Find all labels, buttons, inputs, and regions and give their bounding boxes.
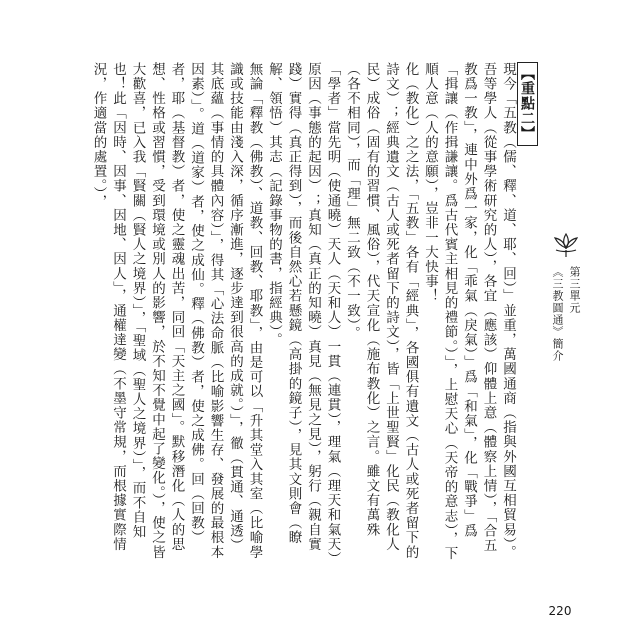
section-heading: 【重點二】	[517, 62, 538, 146]
section-title: 《三教圓通》簡介	[551, 266, 564, 362]
paragraph-4: 無論「釋教（佛教）、道教、回教、耶教」，由是可以「升其堂入其室（比喻學識或技能由淺入深，循序漸進，逐步達到很高的成就。）」，徹（貫通、通透）其底蘊（事情的具體內容）」，得其「心法命脈（比喻影響生存、發展的最根本因素）」。道（道家）者，使之成仙。釋（佛教）者，使之成佛。回（回教）者，耶（基督教）者，使之靈魂出苦，同回「天主之國」。默移潛化（人的思想、性格或習慣，受到環境或別人的影響，於不知不覺中起了變化。），使之皆大歡喜，已入我「賢關（賢人之境界）」，「聖域（聖人之境界）」，而不自知也！此「因時、因事、因地、因人」，通權達變（不墨守常規，而根據實際情況，作適當的處置。），	[90, 62, 263, 560]
paragraph-1: 現今「五教（儒、釋、道、耶、回）」並重，萬國通商（指與外國互相貿易）。吾等學人（從事學術研究的人），各宜（應該）仰體上意（體察上情），「合五教爲一教」，連中外爲一家，化「乖氣（戾氣）」爲「和氣」，化「戰爭」爲「揖讓（作揖謙讓。爲古代賓主相見的禮節。）」，上慰天心（天帝的意志），下順人意（人的意願），豈非一大快事！	[422, 62, 516, 561]
paragraph-3: 「學者」當先明（使通曉）天人（天和人）一貫（連貫），理氣（理天和氣天）原因（事態的起因）；真知（真正的知曉）真見（無見之見），躬行（親自實踐）實得（真正得到），而後自然心若懸鏡（高掛的鏡子），見其文則會（瞭解、領悟）其志（記錄事物的書，指經典）。	[266, 62, 341, 560]
paragraph-2: 化（教化）之之法，「五教」各有「經典」，各國俱有遺文（古人或死者留下的詩文）；經典遺文（古人或死者留下的詩文），皆「上世聖賢」化民（教化人民）成俗（固有的習慣、風俗），代天宣化（施布教化）之言。雖文有萬殊（各不相同），而「理」無二致（不一致）。	[344, 62, 419, 560]
chapter-label: 第三單元	[568, 266, 581, 314]
lotus-ornament-icon	[552, 232, 580, 258]
page-number: 220	[548, 604, 572, 618]
running-header	[546, 266, 586, 396]
body-text	[90, 62, 539, 566]
